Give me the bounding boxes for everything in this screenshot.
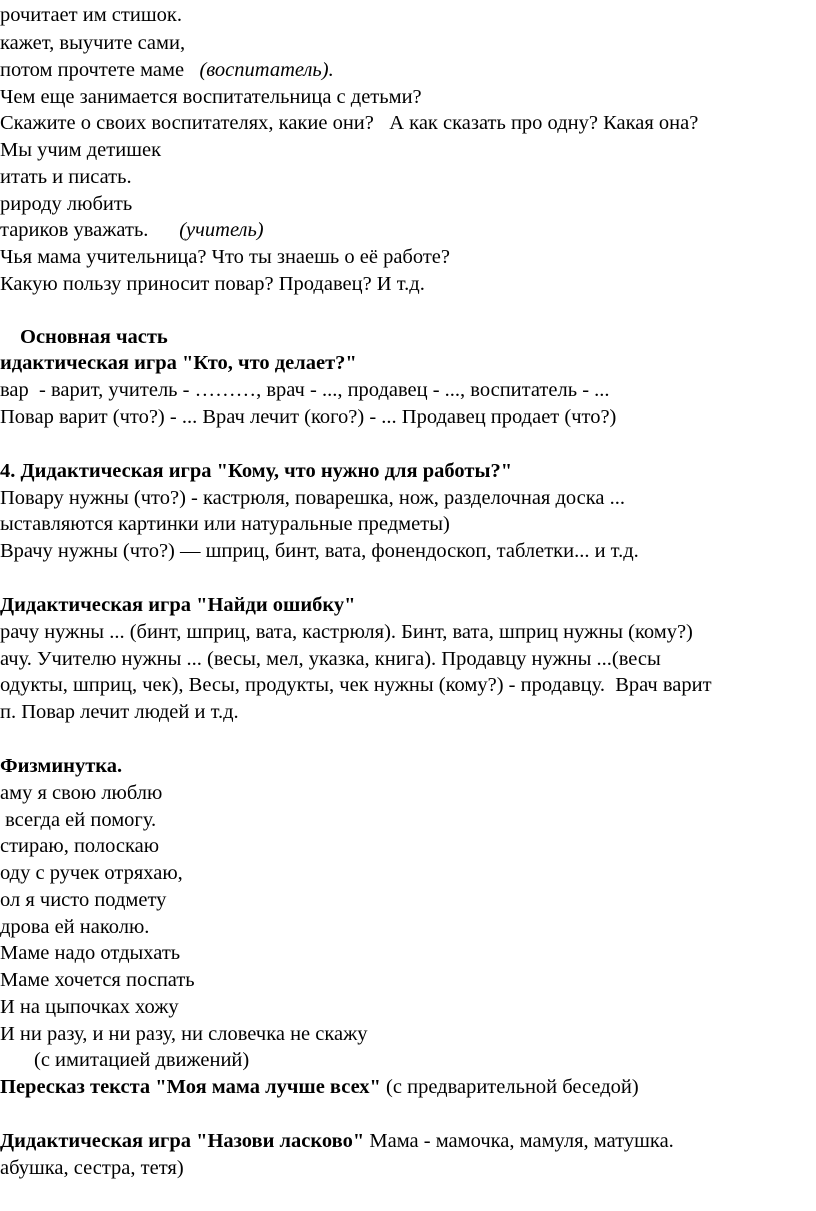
game4-title: 4. Дидактическая игра "Кому, что нужно для работы?" <box>0 460 513 482</box>
intro-line-11: Какую пользу приносит повар? Продавец? И т.д. <box>0 273 425 295</box>
poem-line: всегда ей помогу. <box>0 809 157 831</box>
game5-line-2: ачу. Учителю нужны ... (весы, мел, указка, книга). Продавцу нужны ...(весы <box>0 648 661 670</box>
intro-line-7: итать и писать. <box>0 166 132 188</box>
game-last-line-1 <box>0 1128 674 1154</box>
poem-line: оду с ручек отряхаю, <box>0 862 183 884</box>
intro-line-10: Чья мама учительница? Что ты знаешь о её работе? <box>0 246 450 268</box>
poem-line: Маме надо отдыхать <box>0 942 181 964</box>
role-teacher: (учитель) <box>179 219 264 241</box>
game5-line-3: одукты, шприц, чек), Весы, продукты, чек нужны (кому?) - продавцу. Врач варит <box>0 674 712 696</box>
intro-line-3-text: потом прочтете маме <box>0 59 185 81</box>
game3-line-1: вар - варит, учитель - ………, врач - ..., продавец - ..., воспитатель - ... <box>0 379 610 401</box>
game5-title: Дидактическая игра "Найди ошибку" <box>0 594 356 616</box>
game4-line-3: Врачу нужны (что?) — шприц, бинт, вата, фонендоскоп, таблетки... и т.д. <box>0 540 639 562</box>
intro-line-3 <box>0 57 334 83</box>
game3-line-2: Повар варит (что?) - ... Врач лечит (кого?) - ... Продавец продает (что?) <box>0 406 617 428</box>
game3-title: идактическая игра "Кто, что делает?" <box>0 352 357 374</box>
intro-line-6: Мы учим детишек <box>0 139 162 161</box>
main-heading: Основная часть <box>20 326 168 348</box>
poem-line: И на цыпочках хожу <box>0 996 179 1018</box>
poem-line: дрова ей наколю. <box>0 916 150 938</box>
game-last-line-2: абушка, сестра, тетя) <box>0 1157 184 1179</box>
game5-line-1: рачу нужны ... (бинт, шприц, вата, кастрюля). Бинт, вата, шприц нужны (кому?) <box>0 621 693 643</box>
game4-line-1: Повару нужны (что?) - кастрюля, поварешка, нож, разделочная доска ... <box>0 487 626 509</box>
fizminutka-note: (с имитацией движений) <box>34 1049 250 1071</box>
intro-line-4: Чем еще занимается воспитательница с детьми? <box>0 86 422 108</box>
game-last-rest: Мама - мамочка, мамуля, матушка. <box>364 1130 674 1152</box>
intro-line-9 <box>0 217 264 243</box>
intro-line-2: кажет, выучите сами, <box>0 32 186 54</box>
intro-line-8: рироду любить <box>0 193 133 215</box>
poem-line: аму я свою люблю <box>0 782 163 804</box>
retelling-title: Пересказ текста "Моя мама лучше всех" <box>0 1076 381 1098</box>
game5-line-4: п. Повар лечит людей и т.д. <box>0 701 239 723</box>
poem-line: И ни разу, и ни разу, ни словечка не скажу <box>0 1023 368 1045</box>
role-caregiver: (воспитатель). <box>199 59 334 81</box>
intro-line-5: Скажите о своих воспитателях, какие они? А как сказать про одну? Какая она? <box>0 112 699 134</box>
retelling-rest: (с предварительной беседой) <box>380 1076 639 1098</box>
fizminutka-title: Физминутка. <box>0 755 123 777</box>
intro-line-9-text: тариков уважать. <box>0 219 149 241</box>
intro-line-1: рочитает им стишок. <box>0 4 182 26</box>
poem-line: ол я чисто подмету <box>0 889 167 911</box>
game4-line-2: ыставляются картинки или натуральные предметы) <box>0 513 450 535</box>
poem-line: Маме хочется поспать <box>0 969 195 991</box>
game-last-title: Дидактическая игра "Назови ласково" <box>0 1130 365 1152</box>
retelling-line <box>0 1074 639 1100</box>
poem-line: стираю, полоскаю <box>0 835 160 857</box>
